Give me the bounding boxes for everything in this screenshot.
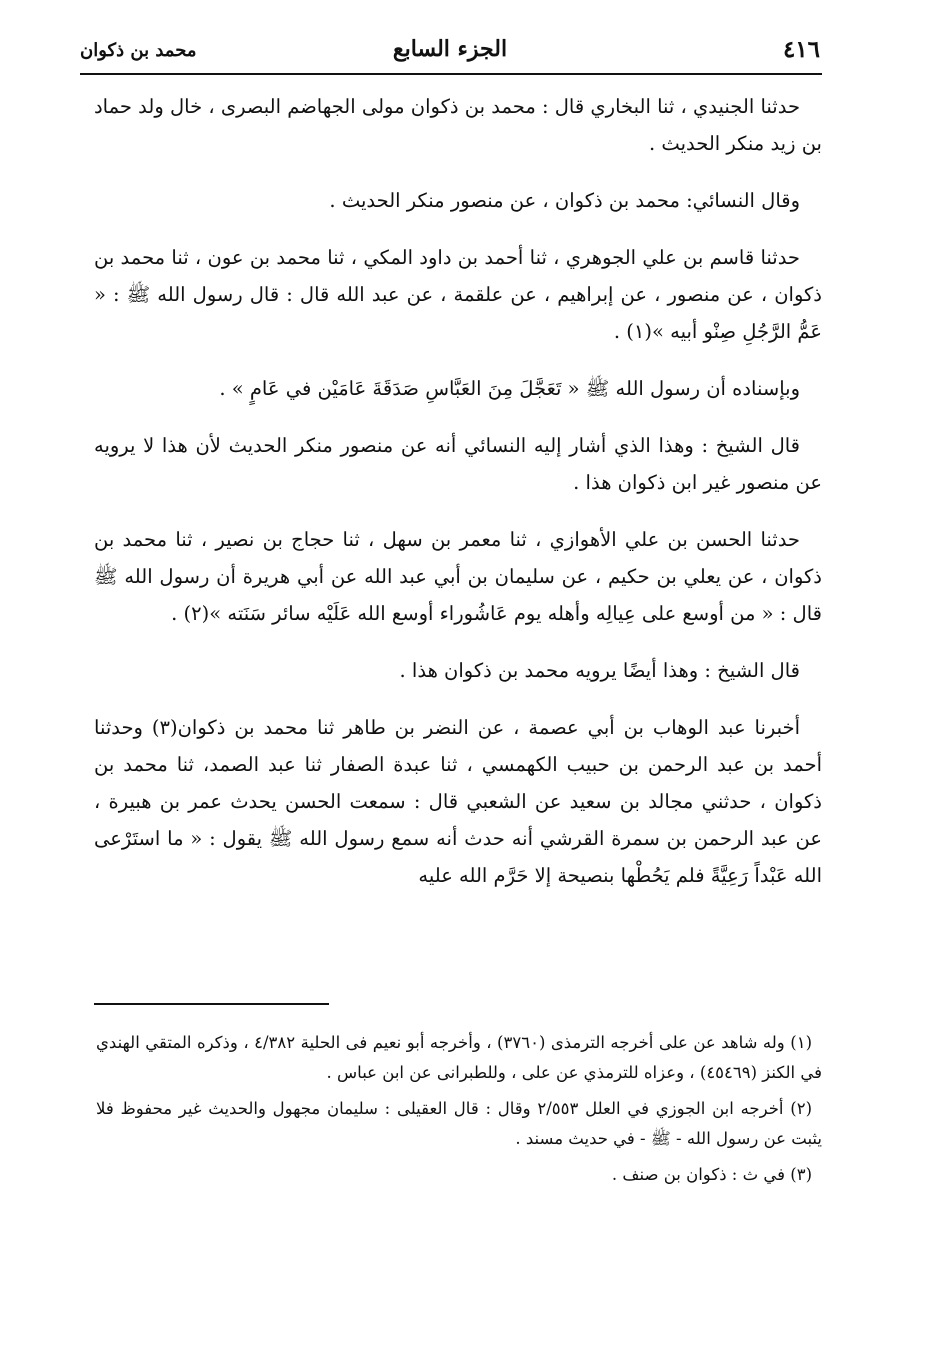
footnotes <box>96 1028 822 1196</box>
main-text <box>94 88 822 914</box>
running-title: محمد بن ذكوان <box>80 40 197 61</box>
footnote: (٣) في ث : ذكوان بن صنف . <box>611 1165 812 1184</box>
page-header <box>80 28 820 72</box>
paragraph: أخبرنا عبد الوهاب بن أبي عصمة ، عن النضر بن طاهر ثنا محمد بن ذكوان(٣) وحدثنا أحمد بن عبد الرحمن بن حبيب الكهمسي ، ثنا عبدة الصفار ثنا عبد الصمد، ثنا محمد بن ذكوان ، حدثني مجالد بن سعيد عن الشعبي قال : سمعت الحسن يحدث عمر بن هبيرة ، عن عبد الرحمن بن سمرة القرشي أنه حدث أنه سمع رسول الله ﷺ يقول : « ما استَرْعى الله عَبْداً رَعِيَّةً فلم يَحُطْها بنصيحة إلا حَرَّم الله عليه <box>94 716 822 887</box>
paragraph: قال الشيخ : وهذا أيضًا يرويه محمد بن ذكوان هذا . <box>399 659 800 682</box>
paragraph: حدثنا الحسن بن علي الأهوازي ، ثنا معمر بن سهل ، ثنا حجاج بن نصير ، ثنا محمد بن ذكوان ، عن يعلي بن حكيم ، عن سليمان بن أبي عبد الله عن أبي هريرة أن رسول الله ﷺ قال : « من أوسع على عِيالِه وأهله يوم عَاشُوراء أوسع الله عَلَيْه سائر سَنَته »(٢) . <box>94 528 822 625</box>
page-number: ٤١٦ <box>782 36 820 63</box>
volume-title: الجزء السابع <box>392 36 508 62</box>
paragraph: حدثنا الجنيدي ، ثنا البخاري قال : محمد بن ذكوان مولى الجهاضم البصرى ، خال ولد حماد بن زيد منكر الحديث . <box>94 95 822 155</box>
footnote: (٢) أخرجه ابن الجوزي في العلل ٢/٥٥٣ وقال : قال العقيلى : سليمان مجهول والحديث غير محفوظ فلا يثبت عن رسول الله - ﷺ - في حديث مسند . <box>96 1099 822 1148</box>
paragraph: حدثنا قاسم بن علي الجوهري ، ثنا أحمد بن داود المكي ، ثنا محمد بن عون ، ثنا محمد بن ذكوان ، عن منصور ، عن إبراهيم ، عن علقمة ، عن عبد الله قال : قال رسول الله ﷺ : « عَمُّ الرَّجُلِ صِنْو أبيه »(١) . <box>94 246 822 343</box>
paragraph: قال الشيخ : وهذا الذي أشار إليه النسائي أنه عن منصور منكر الحديث لأن هذا لا يرويه عن منصور غير ابن ذكوان هذا . <box>94 434 822 494</box>
footnote-separator <box>94 1003 329 1005</box>
paragraph: وبإسناده أن رسول الله ﷺ « تَعَجَّلَ مِنَ العَبَّاسِ صَدَقَةَ عَامَيْن في عَامٍ » . <box>219 377 800 400</box>
paragraph: وقال النسائي: محمد بن ذكوان ، عن منصور منكر الحديث . <box>329 189 800 212</box>
header-rule <box>80 73 822 75</box>
footnote: (١) وله شاهد عن على أخرجه الترمذى (٣٧٦٠) ، وأخرجه أبو نعيم فى الحلية ٤/٣٨٢ ، وذكره المتقي الهندي في الكنز (٤٥٤٦٩) ، وعزاه للترمذي عن على ، وللطبرانى عن ابن عباس . <box>96 1033 822 1082</box>
